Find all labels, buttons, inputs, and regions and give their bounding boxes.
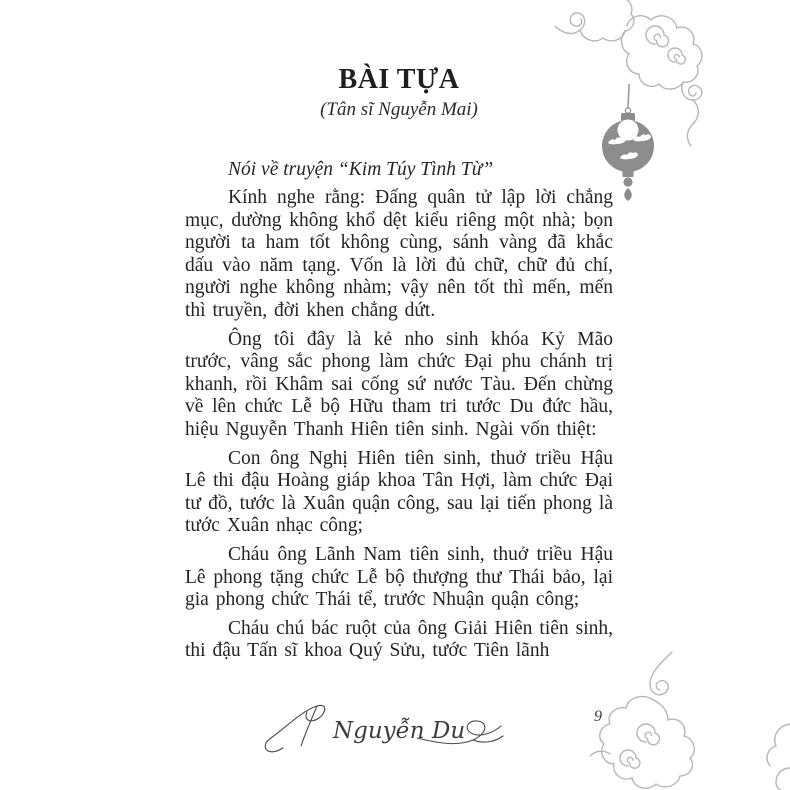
author-signature (255, 698, 525, 760)
page-title: BÀI TỰA (338, 64, 460, 95)
page-number: 9 (594, 708, 602, 725)
signature-text: Nguyễn Du (333, 718, 466, 744)
paragraph-3: Con ông Nghị Hiên tiên sinh, thuở triều Hậu Lê thi đậu Hoàng giáp khoa Tân Hợi, làm chức Đại tư đồ, tước là Xuân quận công, sau lại tiến phong là tước Xuân nhạc công; (185, 447, 613, 537)
paragraph-1: Kính nghe rằng: Đấng quân tử lập lời chẳng mục, dường không khổ dệt kiểu riêng một nhà; bọn người ta ham tốt không cùng, sánh vàng đã khắc dấu vào năm tạng. Vốn là lời đủ chữ, chữ đủ chí, người nghe không nhàm; vậy nên tốt thì mến, mến thì truyền, đời khen chẳng dứt. (185, 187, 613, 321)
paragraph-2: Ông tôi đây là kẻ nho sinh khóa Kỷ Mão trước, vâng sắc phong làm chức Đại phu chánh trị khanh, rồi Khâm sai cống sứ nước Tàu. Đến chừng về lên chức Lễ bộ Hữu tham tri tước Du đức hầu, hiệu Nguyễn Thanh Hiên tiên sinh. Ngài vốn thiệt: (185, 328, 613, 440)
page-subtitle: (Tân sĩ Nguyễn Mai) (320, 99, 478, 120)
paragraph-5: Cháu chú bác ruột của ông Giải Hiên tiên sinh, thi đậu Tấn sĩ khoa Quý Sửu, tước Tiên lãnh (185, 617, 613, 662)
text-column (185, 64, 613, 663)
lead-in-line: Nói về truyện “Kim Túy Tình Từ” (228, 159, 494, 180)
paragraph-4: Cháu ông Lãnh Nam tiên sinh, thuở triều Hậu Lê phong tặng chức Lễ bộ thượng thư Thái bảo, lại gia phong chức Thái tể, trước Nhuận quận công; (185, 543, 613, 611)
cloud-ornament-bottom-right-icon (590, 640, 790, 790)
